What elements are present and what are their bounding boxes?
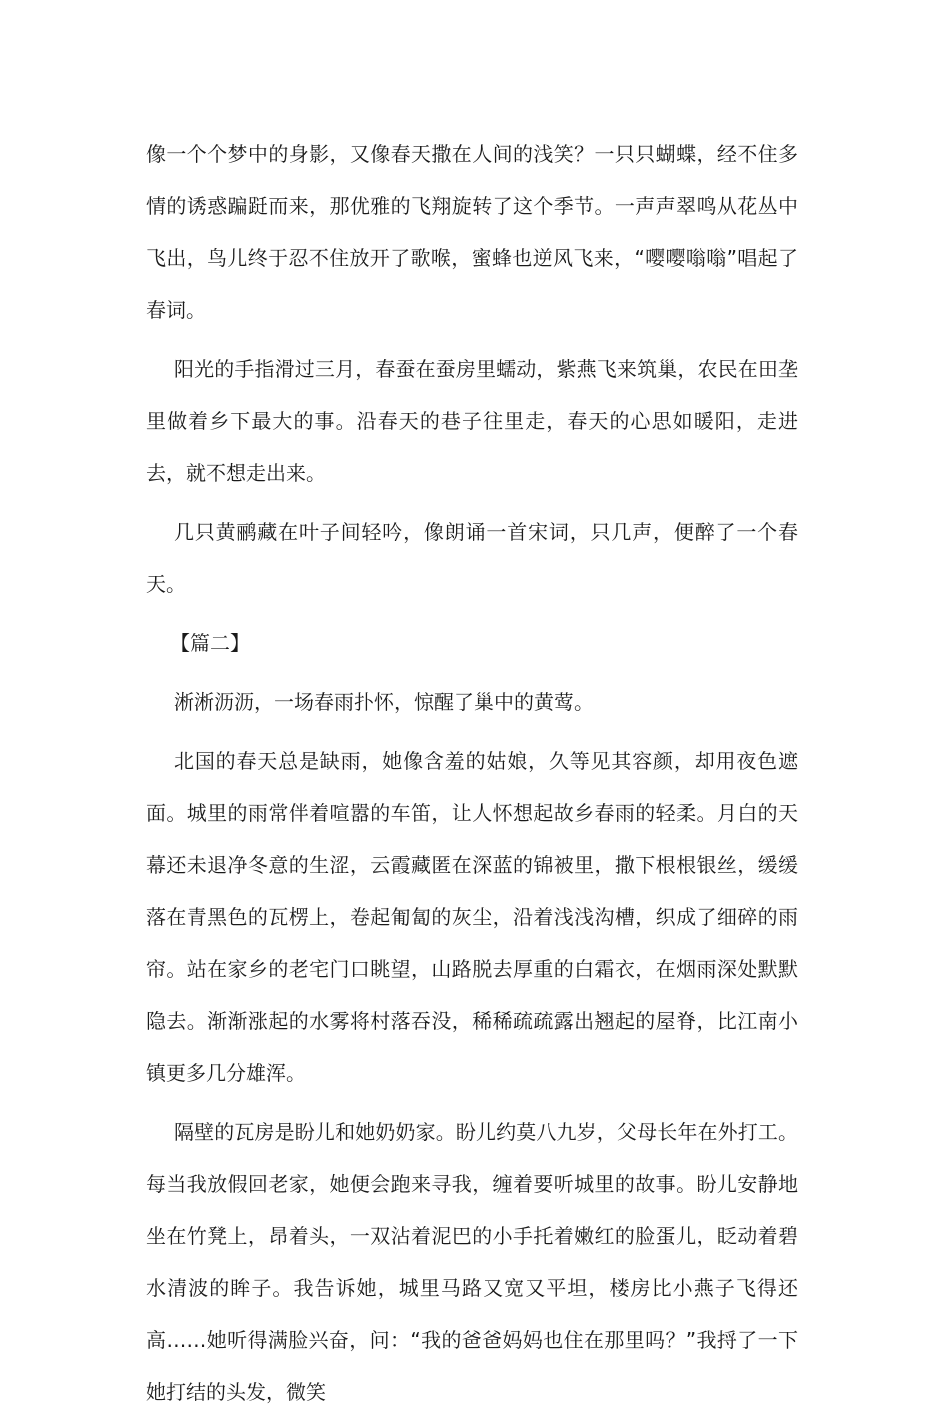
article-body [146,128,798,1425]
paragraph-orioles: 几只黄鹂藏在叶子间轻吟，像朗诵一首宋词，只几声，便醉了一个春天。 [146,520,798,596]
paragraph-spring-rain: 淅淅沥沥，一场春雨扑怀，惊醒了巢中的黄莺。 [174,690,594,714]
paragraph-paner: 隔壁的瓦房是盼儿和她奶奶家。盼儿约莫八九岁，父母长年在外打工。每当我放假回老家，她便会跑来寻我，缠着要听城里的故事。盼儿安静地坐在竹凳上，昂着头，一双沾着泥巴的小手托着嫩红的脸蛋儿，眨动着碧水清波的眸子。我告诉她，城里马路又宽又平坦，楼房比小燕子飞得还高……她听得满脸兴奋，问：“我的爸爸妈妈也住在那里吗？”我捋了一下她打结的头发，微笑 [146,1120,798,1404]
paragraph-northern-spring: 北国的春天总是缺雨，她像含羞的姑娘，久等见其容颜，却用夜色遮面。城里的雨常伴着喧嚣的车笛，让人怀想起故乡春雨的轻柔。月白的天幕还未退净冬意的生涩，云霞藏匿在深蓝的锦被里，撒下根根银丝，缓缓落在青黑色的瓦楞上，卷起匍匐的灰尘，沿着浅浅沟槽，织成了细碎的雨帘。站在家乡的老宅门口眺望，山路脱去厚重的白霜衣，在烟雨深处默默隐去。渐渐涨起的水雾将村落吞没，稀稀疏疏露出翘起的屋脊，比江南小镇更多几分雄浑。 [146,749,798,1085]
paragraph-butterflies: 像一个个梦中的身影，又像春天撒在人间的浅笑？一只只蝴蝶，经不住多情的诱惑蹁跹而来，那优雅的飞翔旋转了这个季节。一声声翠鸣从花丛中飞出，鸟儿终于忍不住放开了歌喉，蜜蜂也逆风飞来，“嘤嘤嗡嗡”唱起了春词。 [146,142,798,322]
section-heading: 【篇二】 [170,631,250,655]
paragraph-sunlight: 阳光的手指滑过三月，春蚕在蚕房里蠕动，紫燕飞来筑巢，农民在田垄里做着乡下最大的事。沿春天的巷子往里走，春天的心思如暖阳，走进去，就不想走出来。 [146,357,798,485]
